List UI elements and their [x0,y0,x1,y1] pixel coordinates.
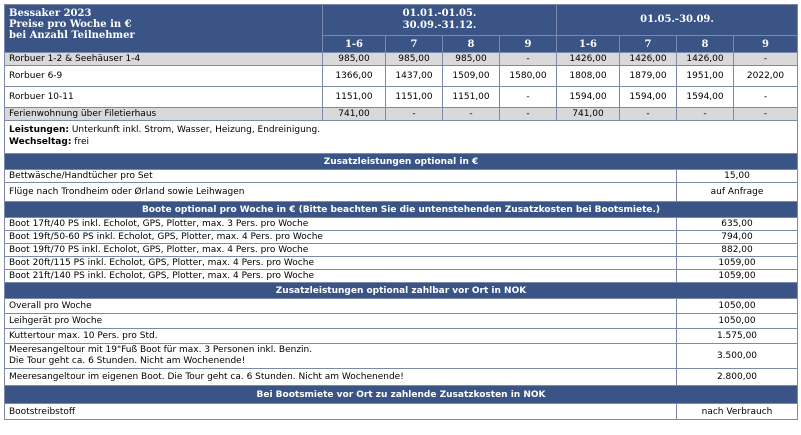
cell: - [500,87,557,108]
row-label: Ferienwohnung über Filetierhaus [5,108,323,121]
service-price: auf Anfrage [677,183,798,202]
boat-price: 1059,00 [677,257,798,270]
section-header [5,283,798,299]
boat-price: 1059,00 [677,270,798,283]
boat-row [5,244,798,257]
leistungen-label: Leistungen: [9,125,69,135]
local-service-row [5,344,798,369]
cell: 1437,00 [386,66,443,87]
local-service-label: Leihgerät pro Woche [5,314,677,329]
boat-label: Boot 21ft/140 PS inkl. Echolot, GPS, Plotter, max. 4 Pers. pro Woche [5,270,677,283]
section-title: Zusatzleistungen optional zahlbar vor Ort in NOK [5,283,798,299]
local-service-label: Kuttertour max. 10 Pers. pro Std. [5,329,677,344]
wechseltag-label: Wechseltag: [9,137,72,147]
cell: 741,00 [323,108,386,121]
local-service-label: Overall pro Woche [5,299,677,314]
cell: 1366,00 [323,66,386,87]
local-service-price: 1050,00 [677,299,798,314]
cell: 985,00 [443,53,500,66]
col-header: 8 [677,36,734,53]
local-service-row [5,329,798,344]
cell: 1808,00 [557,66,620,87]
accommodation-row [5,87,798,108]
accommodation-row [5,66,798,87]
cell: 1151,00 [323,87,386,108]
accommodation-row [5,108,798,121]
price-table-wrapper [4,4,797,420]
cell: - [386,108,443,121]
leistungen-text [5,121,798,137]
col-header: 1-6 [557,36,620,53]
boat-price: 635,00 [677,218,798,231]
boat-label: Boot 19ft/50-60 PS inkl. Echolot, GPS, Plotter, max. 4 Pers. pro Woche [5,231,677,244]
cell: - [443,108,500,121]
extra-cost-row [5,404,798,420]
local-service-row [5,369,798,386]
service-price: 15,00 [677,170,798,183]
title-line-1: Bessaker 2023 [9,8,92,19]
cell: - [500,53,557,66]
header-row-1 [5,5,798,36]
cell: 741,00 [557,108,620,121]
boat-row [5,257,798,270]
cell: - [734,53,798,66]
title-line-3: bei Anzahl Teilnehmer [9,30,135,41]
local-service-label: Meeresangeltour im eigenen Boot. Die Tour geht ca. 6 Stunden. Nicht am Wochenende! [5,369,677,386]
wechseltag-value: frei [71,137,89,147]
cell: - [620,108,677,121]
info-row-wechseltag [5,136,798,154]
col-header: 7 [386,36,443,53]
local-service-price: 2.800,00 [677,369,798,386]
row-label: Rorbuer 1-2 & Seehäuser 1-4 [5,53,323,66]
extra-cost-label: Bootstreibstoff [5,404,677,420]
cell: 1426,00 [677,53,734,66]
service-label: Bettwäsche/Handtücher pro Set [5,170,677,183]
boat-label: Boot 17ft/40 PS inkl. Echolot, GPS, Plotter, max. 3 Pers. pro Woche [5,218,677,231]
local-service-row [5,299,798,314]
cell: - [734,87,798,108]
cell: 985,00 [386,53,443,66]
info-row-leistungen [5,121,798,137]
boat-price: 794,00 [677,231,798,244]
cell: 1951,00 [677,66,734,87]
period-1-line-2: 30.09.-31.12. [402,20,477,31]
table-title [5,5,323,53]
local-service-row [5,314,798,329]
cell: 1426,00 [557,53,620,66]
period-1-header [323,5,557,36]
section-title: Boote optional pro Woche in € (Bitte beachten Sie die untenstehenden Zusatzkosten bei Bootsmiete.) [5,202,798,218]
cell: - [677,108,734,121]
cell: 1594,00 [620,87,677,108]
row-label: Rorbuer 10-11 [5,87,323,108]
price-table [4,4,798,420]
col-header: 9 [500,36,557,53]
service-row [5,183,798,202]
section-header [5,386,798,404]
cell: 2022,00 [734,66,798,87]
accommodation-row [5,53,798,66]
cell: 1594,00 [677,87,734,108]
local-service-price: 1050,00 [677,314,798,329]
section-header [5,202,798,218]
period-2-header: 01.05.-30.09. [557,5,798,36]
cell: 1426,00 [620,53,677,66]
cell: 1594,00 [557,87,620,108]
row-label: Rorbuer 6-9 [5,66,323,87]
col-header: 8 [443,36,500,53]
boat-price: 882,00 [677,244,798,257]
local-service-label [5,344,677,369]
leistungen-value: Unterkunft inkl. Strom, Wasser, Heizung, Endreinigung. [68,125,321,135]
wechseltag-text [5,136,798,154]
local-service-price: 1.575,00 [677,329,798,344]
cell: 985,00 [323,53,386,66]
cell: - [734,108,798,121]
cell: 1580,00 [500,66,557,87]
boat-row [5,218,798,231]
service-row [5,170,798,183]
cell: 1151,00 [443,87,500,108]
boat-label: Boot 19ft/70 PS inkl. Echolot, GPS, Plotter, max. 4 Pers. pro Woche [5,244,677,257]
section-title: Bei Bootsmiete vor Ort zu zahlende Zusatzkosten in NOK [5,386,798,404]
section-title: Zusatzleistungen optional in € [5,154,798,170]
cell: - [500,108,557,121]
local-service-price: 3.500,00 [677,344,798,369]
cell: 1151,00 [386,87,443,108]
title-line-2: Preise pro Woche in € [9,19,132,30]
extra-cost-value: nach Verbrauch [677,404,798,420]
boat-row [5,270,798,283]
boat-label: Boot 20ft/115 PS inkl. Echolot, GPS, Plotter, max. 4 Pers. pro Woche [5,257,677,270]
col-header: 7 [620,36,677,53]
period-1-line-1: 01.01.-01.05. [402,8,477,19]
cell: 1509,00 [443,66,500,87]
local-service-label-line-1: Meeresangeltour mit 19"Fuß Boot für max. 3 Personen inkl. Benzin. [9,345,313,355]
local-service-label-line-2: Die Tour geht ca. 6 Stunden. Nicht am Wochenende! [9,356,246,366]
section-header [5,154,798,170]
col-header: 1-6 [323,36,386,53]
cell: 1879,00 [620,66,677,87]
col-header: 9 [734,36,798,53]
service-label: Flüge nach Trondheim oder Ørland sowie Leihwagen [5,183,677,202]
boat-row [5,231,798,244]
